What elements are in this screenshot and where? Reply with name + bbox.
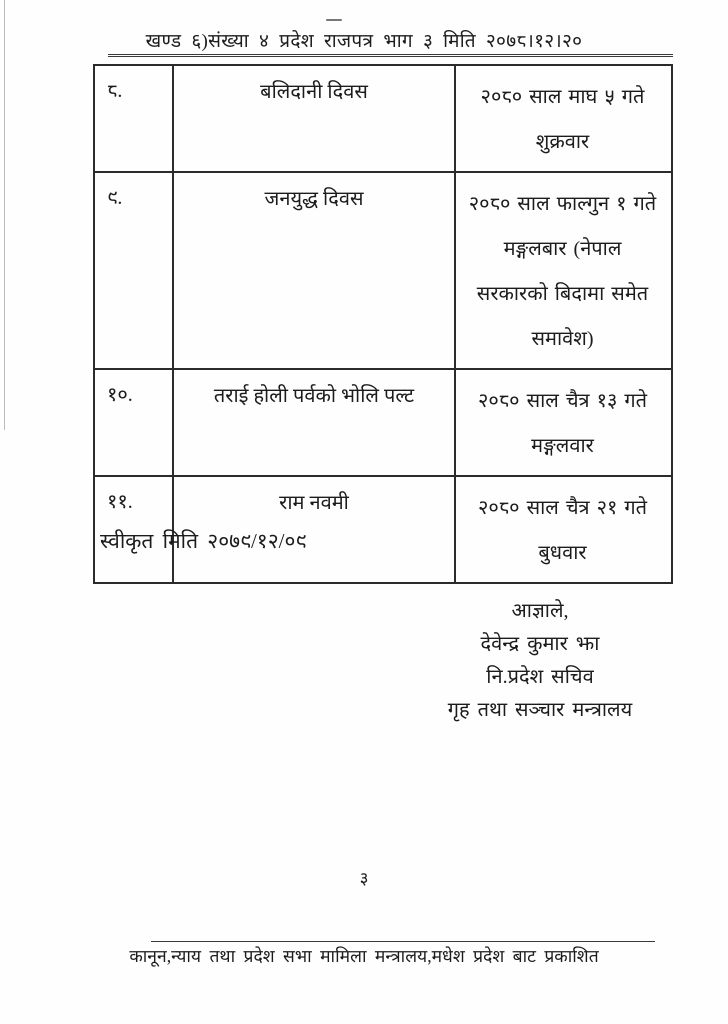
table-row <box>94 172 672 369</box>
gazette-header-line: खण्ड ६)संख्या ४ प्रदेश राजपत्र भाग ३ मिति २०७८।१२।२० <box>145 31 583 52</box>
footer-divider-rule <box>151 941 655 942</box>
holiday-table <box>93 64 673 584</box>
row-serial-number: ९. <box>94 172 173 369</box>
holiday-date-cell: २०८० साल चैत्र २१ गते बुधवार <box>455 476 672 583</box>
holiday-date-cell: २०८० साल चैत्र १३ गते मङ्गलवार <box>455 369 672 476</box>
holiday-name-cell: बलिदानी दिवस <box>173 65 455 172</box>
row-serial-number: ८. <box>94 65 173 172</box>
table-row <box>94 369 672 476</box>
holiday-date-cell: २०८० साल फाल्गुन १ गते मङ्गलबार (नेपाल सरकारको बिदामा समेत समावेश) <box>455 172 672 369</box>
row-serial-number: ११. <box>94 476 173 583</box>
header-divider-rule <box>108 54 673 57</box>
signatory-title: नि.प्रदेश सचिव <box>486 666 594 688</box>
table-row <box>94 65 672 172</box>
holiday-name-cell: तराई होली पर्वको भोलि पल्ट <box>173 369 455 476</box>
publisher-footer-line: कानून,न्याय तथा प्रदेश सभा मामिला मन्त्रालय,मधेश प्रदेश बाट प्रकाशित <box>129 946 599 966</box>
approval-date-line: स्वीकृत मिति २०७९/१२/०९ <box>100 529 307 553</box>
holiday-name-cell: जनयुद्ध दिवस <box>173 172 455 369</box>
signatory-name: देवेन्द्र कुमार झा <box>480 633 600 655</box>
scan-mark-artifact <box>326 19 342 21</box>
scan-edge-artifact <box>4 0 5 430</box>
holiday-date-cell: २०८० साल माघ ५ गते शुक्रवार <box>455 65 672 172</box>
signatory-ministry: गृह तथा सञ्चार मन्त्रालय <box>447 699 633 721</box>
page-number: ३ <box>359 869 369 888</box>
signature-block <box>390 595 690 727</box>
signature-byorder-line: आज्ञाले, <box>511 600 569 622</box>
holiday-name-cell: राम नवमी <box>173 476 455 583</box>
row-serial-number: १०. <box>94 369 173 476</box>
